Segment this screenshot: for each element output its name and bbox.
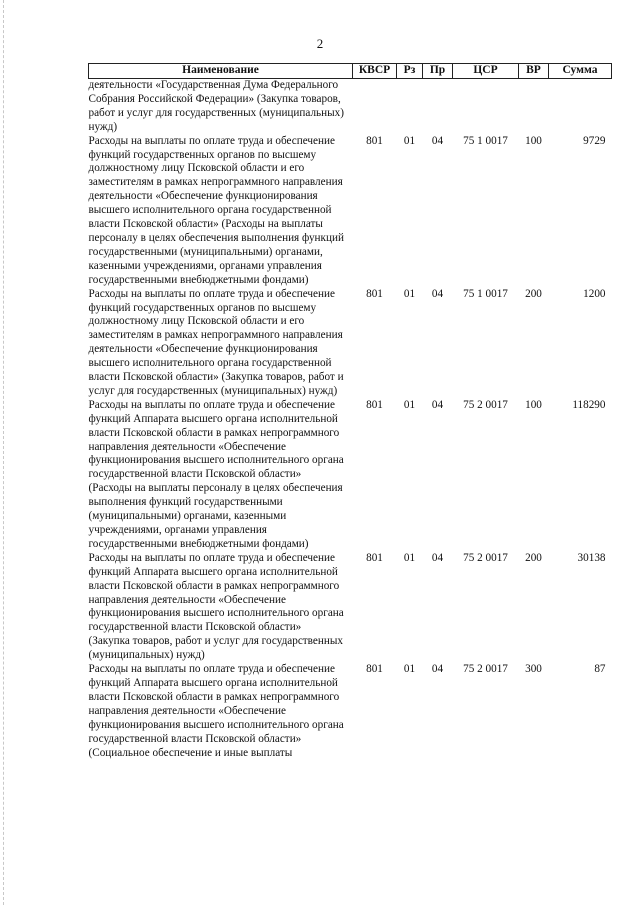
cell-pr: 04 — [431, 398, 444, 411]
cell-vr: 300 — [525, 663, 542, 676]
table-row — [89, 663, 612, 760]
header-csr: ЦСР — [453, 64, 519, 79]
page-number: 2 — [316, 36, 324, 51]
cell-rz: 01 — [403, 398, 416, 411]
cell-csr: 75 2 0017 — [463, 663, 508, 676]
cell-csr: 75 2 0017 — [463, 398, 508, 411]
cell-vr: 200 — [525, 551, 542, 564]
cell-csr: 75 1 0017 — [463, 134, 508, 147]
cell-kvsr: 801 — [366, 134, 383, 147]
cell-vr: 100 — [525, 398, 542, 411]
budget-table — [88, 63, 612, 760]
cell-pr: 04 — [431, 287, 444, 300]
header-sum: Сумма — [549, 64, 612, 79]
header-vr: ВР — [519, 64, 549, 79]
cell-name: Расходы на выплаты по оплате труда и обеспечение функций государственных органов по высшему должностному лицу Псковской области и его заместителям в рамках непрограммного направления деятельности «Обеспечение функционирования высшего исполнительного органа государственной власти Псковской области» (Закупка товаров, работ и услуг для государственных (муниципальных) нужд) — [88, 287, 344, 397]
table-row — [89, 135, 612, 288]
cell-sum: 1200 — [583, 287, 606, 300]
cell-csr: 75 1 0017 — [463, 287, 508, 300]
page-edge — [3, 0, 5, 905]
cell-kvsr: 801 — [366, 551, 383, 564]
cell-name: Расходы на выплаты по оплате труда и обеспечение функций Аппарата высшего органа исполнительной власти Псковской области в рамках непрограммного направления деятельности «Обеспечение функционирования высшего исполнительного органа государственной власти Псковской области» (Закупка товаров, работ и услуг для государственных (муниципальных) нужд) — [88, 551, 344, 662]
cell-kvsr: 801 — [366, 663, 383, 676]
table-row — [89, 552, 612, 663]
header-name: Наименование — [89, 64, 353, 79]
header-pr: Пр — [423, 64, 453, 79]
cell-rz: 01 — [403, 287, 416, 300]
cell-rz: 01 — [403, 663, 416, 676]
table-header-row — [89, 64, 612, 79]
cell-pr: 04 — [431, 663, 444, 676]
cell-rz: 01 — [403, 551, 416, 564]
cell-sum: 87 — [594, 663, 606, 676]
cell-kvsr: 801 — [366, 287, 383, 300]
table-row — [89, 399, 612, 552]
cell-name: Расходы на выплаты по оплате труда и обеспечение функций Аппарата высшего органа исполнительной власти Псковской области в рамках непрограммного направления деятельности «Обеспечение функционирования высшего исполнительного органа государственной власти Псковской области» (Расходы на выплаты персоналу в целях обеспечения выполнения функций государственными (муниципальными) органами, казенными учреждениями, органами управления государственными внебюджетными фондами) — [88, 398, 344, 550]
cell-csr: 75 2 0017 — [463, 551, 508, 564]
cell-pr: 04 — [431, 134, 444, 147]
cell-pr: 04 — [431, 551, 444, 564]
cell-vr: 200 — [525, 287, 542, 300]
cell-rz: 01 — [403, 134, 416, 147]
cell-name: Расходы на выплаты по оплате труда и обеспечение функций Аппарата высшего органа исполнительной власти Псковской области в рамках непрограммного направления деятельности «Обеспечение функционирования высшего исполнительного органа государственной власти Псковской области» (Социальное обеспечение и иные выплаты — [88, 663, 344, 759]
header-rz: Рз — [397, 64, 423, 79]
cell-sum: 118290 — [572, 398, 606, 411]
cell-vr: 100 — [525, 134, 542, 147]
cell-kvsr: 801 — [366, 398, 383, 411]
header-kvsr: КВСР — [353, 64, 397, 79]
cell-name: деятельности «Государственная Дума Федерального Собрания Российской Федерации» (Закупка товаров, работ и услуг для государственных (муниципальных) нужд) — [88, 79, 344, 133]
cell-sum: 9729 — [583, 134, 606, 147]
table-row — [89, 288, 612, 399]
table-row-continuation — [89, 79, 612, 135]
cell-name: Расходы на выплаты по оплате труда и обеспечение функций государственных органов по высшему должностному лицу Псковской области и его заместителям в рамках непрограммного направления деятельности «Обеспечение функционирования высшего исполнительного органа государственной власти Псковской области» (Расходы на выплаты персоналу в целях обеспечения выполнения функций государственными (муниципальными) органами, казенными учреждениями, органами управления государственными внебюджетными фондами) — [88, 134, 344, 286]
cell-sum: 30138 — [577, 551, 606, 564]
